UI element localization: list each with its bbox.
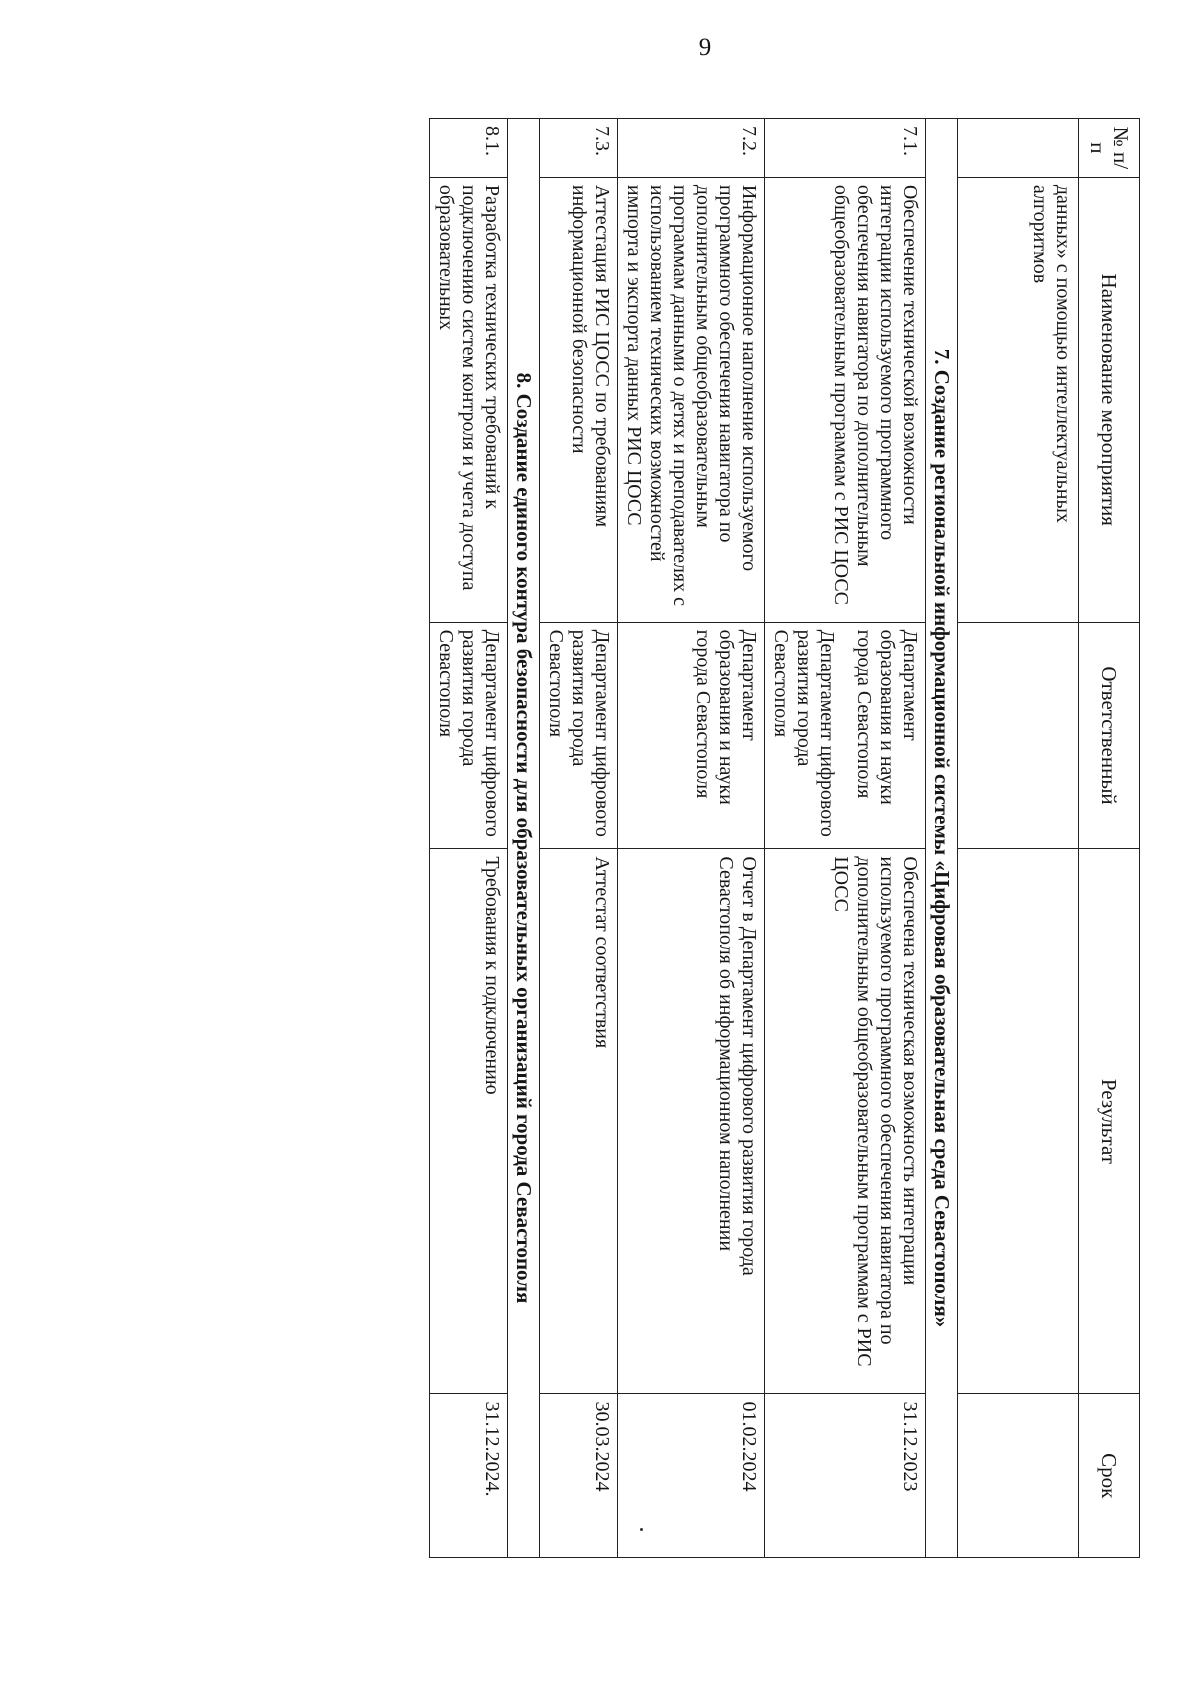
cell-result: Требования к подключению bbox=[430, 849, 508, 1394]
cell-name: данных» с помощью интеллектуальных алгоритмов bbox=[958, 177, 1079, 622]
responsible-1: Департамент образования и науки города Севастополя bbox=[853, 629, 921, 805]
cell-term: 01.02.2024 bbox=[618, 1394, 765, 1558]
cell-responsible: Департамент цифрового развития города Севастополя bbox=[540, 622, 618, 849]
cell-term: 31.12.2023 bbox=[765, 1394, 926, 1558]
table-row-continuation bbox=[958, 119, 1079, 1558]
section-7-row bbox=[926, 119, 958, 1558]
table-header-row bbox=[1079, 119, 1140, 1558]
header-result: Результат bbox=[1079, 849, 1140, 1394]
cell-name: Информационное наполнение используемого программного обеспечения навигатора по дополнительным общеобразовательным программам данными о детях и преподавателях с использованием технических возможностей импорта и экспорта данных РИС ЦОСС bbox=[618, 177, 765, 622]
page-number: 9 bbox=[698, 34, 712, 61]
table-row-7-1 bbox=[765, 119, 926, 1558]
cell-term: 30.03.2024 bbox=[540, 1394, 618, 1558]
section-8-row bbox=[508, 119, 540, 1558]
header-num: № п/п bbox=[1079, 119, 1140, 178]
cell-num: 8.1. bbox=[430, 119, 508, 178]
measures-table bbox=[429, 118, 1140, 1558]
cell-result: Аттестат соответствия bbox=[540, 849, 618, 1394]
cell-num: 7.2. bbox=[618, 119, 765, 178]
rotated-table-container bbox=[205, 118, 1140, 1558]
cell-name: Аттестация РИС ЦОСС по требованиям информационной безопасности bbox=[540, 177, 618, 622]
cell-result: Обеспечена техническая возможность интеграции используемого программного обеспечения навигатора по дополнительным общеобразовательным программам с РИС ЦОСС bbox=[765, 849, 926, 1394]
cell-responsible: Департамент цифрового развития города Севастополя bbox=[430, 622, 508, 849]
table-row-7-3 bbox=[540, 119, 618, 1558]
cell-responsible: Департамент образования и науки города Севастополя bbox=[618, 622, 765, 849]
cell-responsible bbox=[765, 622, 926, 849]
responsible-2: Департамент цифрового развития города Севастополя bbox=[770, 629, 838, 837]
cell-responsible bbox=[958, 622, 1079, 849]
table-row-8-1 bbox=[430, 119, 508, 1558]
header-responsible: Ответственный bbox=[1079, 622, 1140, 849]
header-name: Наименование мероприятия bbox=[1079, 177, 1140, 622]
cell-result bbox=[958, 849, 1079, 1394]
scan-speck bbox=[640, 1528, 643, 1531]
header-term: Срок bbox=[1079, 1394, 1140, 1558]
cell-name: Разработка технических требований к подключению систем контроля и учета доступа образовательных bbox=[430, 177, 508, 622]
cell-term bbox=[958, 1394, 1079, 1558]
section-7-title: 7. Создание региональной информационной системы «Цифровая образовательная среда Севастополя» bbox=[926, 119, 958, 1558]
cell-term: 31.12.2024. bbox=[430, 1394, 508, 1558]
table-row-7-2 bbox=[618, 119, 765, 1558]
cell-name: Обеспечение технической возможности интеграции используемого программного обеспечения навигатора по дополнительным общеобразовательным программам с РИС ЦОСС bbox=[765, 177, 926, 622]
cell-result: Отчет в Департамент цифрового развития города Севастополя об информационном наполнении bbox=[618, 849, 765, 1394]
cell-num: 7.1. bbox=[765, 119, 926, 178]
cell-num bbox=[958, 119, 1079, 178]
cell-num: 7.3. bbox=[540, 119, 618, 178]
section-8-title: 8. Создание единого контура безопасности для образовательных организаций города Севастополя bbox=[508, 119, 540, 1558]
